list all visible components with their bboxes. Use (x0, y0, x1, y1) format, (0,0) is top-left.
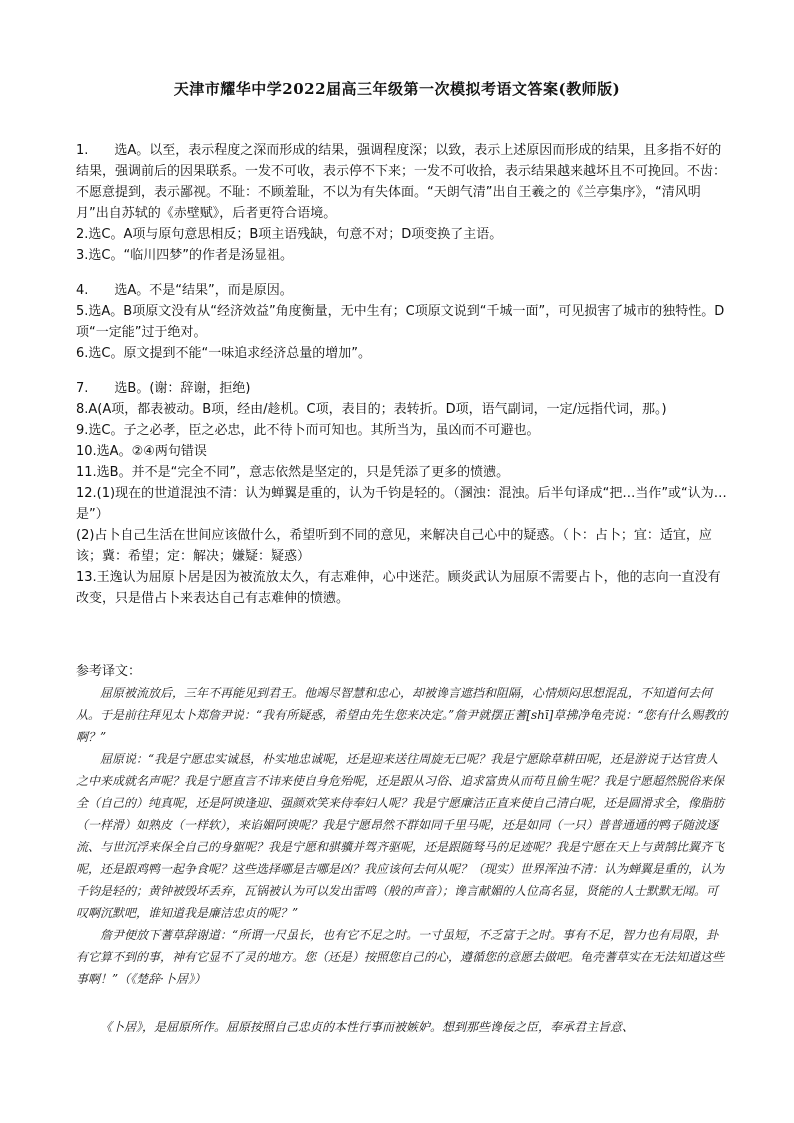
answer-item: 8.A(A项，都表被动。B项，经由/趁机。C项，表目的；表转折。D项，语气副词，一定/远指代词，那。) (76, 402, 667, 417)
answer-item: 3.选C。“临川四梦”的作者是汤显祖。 (76, 248, 293, 263)
translation-paragraph: 詹尹便放下蓍草辞谢道：“所谓一尺虽长，也有它不足之时。一寸虽短，不乏富于之时。事有不足，智力也有局限，卦有它算不到的事，神有它显不了灵的地方。您（还是）按照您自己的心，遵循您的意愿去做吧。龟壳蓍草实在无法知道这些事啊！”（《楚辞·卜居》） (76, 928, 725, 986)
answer-section (76, 140, 728, 609)
translation-paragraph: 屈原被流放后，三年不再能见到君王。他竭尽智慧和忠心，却被谗言遮挡和阻隔，心情烦闷思想混乱，不知道何去何从。于是前往拜见太卜郑詹尹说：“我有所疑惑，希望由先生您来决定。”詹尹就摆正蓍[shī]草拂净龟壳说：“您有什么赐教的啊？” (76, 686, 728, 744)
reference-translation (76, 682, 728, 990)
reference-translation-heading: 参考译文： (76, 664, 142, 679)
answer-item: 7. 选B。(谢：辞谢，拒绝) (76, 381, 251, 396)
answer-item: (2)占卜自己生活在世间应该做什么，希望听到不同的意见，来解决自己心中的疑惑。（卜：占卜；宜：适宜，应该；冀：希望；定：解决；嫌疑：疑惑） (76, 528, 712, 564)
answer-item: 13.王逸认为屈原卜居是因为被流放太久，有志难伸，心中迷茫。顾炎武认为屈原不需要占卜，他的志向一直没有改变，只是借占卜来表达自己有志难伸的愤懑。 (76, 570, 721, 606)
translation-paragraph: 屈原说：“我是宁愿忠实诚恳，朴实地忠诚呢，还是迎来送往周旋无已呢？我是宁愿除草耕田呢，还是游说于达官贵人之中来成就名声呢？我是宁愿直言不讳来使自身危殆呢，还是跟从习俗、追求富贵从而苟且偷生呢？我是宁愿超然脱俗来保全（自己的）纯真呢，还是阿谀逢迎、强颜欢笑来侍奉妇人呢？我是宁愿廉洁正直来使自己清白呢，还是圆滑求全，像脂肪（一样滑）如熟皮（一样软），来谄媚阿谀呢？我是宁愿昂然不群如同千里马呢，还是如同（一只）普普通通的鸭子随波逐流、与世沉浮来保全自己的身躯呢？我是宁愿和骐骥并驾齐驱呢，还是跟随驽马的足迹呢？我是宁愿在天上与黄鹄比翼齐飞呢，还是跟鸡鸭一起争食呢？这些选择哪是吉哪是凶？我应该何去何从呢？（现实）世界浑浊不清：认为蝉翼是重的，认为千钧是轻的；黄钟被毁坏丢弃，瓦锅被认为可以发出雷鸣（般的声音）；谗言献媚的人位高名显，贤能的人士默默无闻。可叹啊沉默吧，谁知道我是廉洁忠贞的呢？” (76, 752, 725, 920)
answer-item: 9.选C。子之必孝，臣之必忠，此不待卜而可知也。其所当为，虽凶而不可避也。 (76, 423, 540, 438)
answer-item: 10.选A。②④两句错误 (76, 444, 207, 459)
answer-item: 12.(1)现在的世道混浊不清：认为蝉翼是重的，认为千钧是轻的。（溷浊：混浊。后半句译成“把…当作”或“认为…是”） (76, 486, 727, 522)
answer-item: 6.选C。原文提到不能“一味追求经济总量的增加”。 (76, 346, 371, 361)
answer-item: 4. 选A。不是“结果”，而是原因。 (76, 283, 293, 298)
answer-item: 1. 选A。以至，表示程度之深而形成的结果，强调程度深；以致，表示上述原因而形成的结果，且多指不好的结果，强调前后的因果联系。一发不可收，表示停不下来；一发不可收拾，表示结果越来越坏且不可挽回。不齿：不愿意提到，表示鄙视。不耻：不顾羞耻，不以为有失体面。“天朗气清”出自王羲之的《兰亭集序》，“清风明月”出自苏轼的《赤壁赋》，后者更符合语境。 (76, 143, 727, 221)
commentary-paragraph: 《卜居》，是屈原所作。屈原按照自己忠贞的本性行事而被嫉妒。想到那些谗佞之臣，奉承君主旨意、 (100, 1020, 635, 1034)
answer-item: 2.选C。A项与原句意思相反；B项主语残缺，句意不对；D项变换了主语。 (76, 227, 503, 242)
answer-item: 5.选A。B项原文没有从“经济效益”角度衡量，无中生有；C项原文说到“千城一面”，可见损害了城市的独特性。D项“一定能”过于绝对。 (76, 304, 725, 340)
answer-item: 11.选B。并不是“完全不同”，意志依然是坚定的，只是凭添了更多的愤懑。 (76, 465, 510, 480)
document-title: 天津市耀华中学2022届高三年级第一次模拟考语文答案(教师版) (173, 80, 621, 98)
